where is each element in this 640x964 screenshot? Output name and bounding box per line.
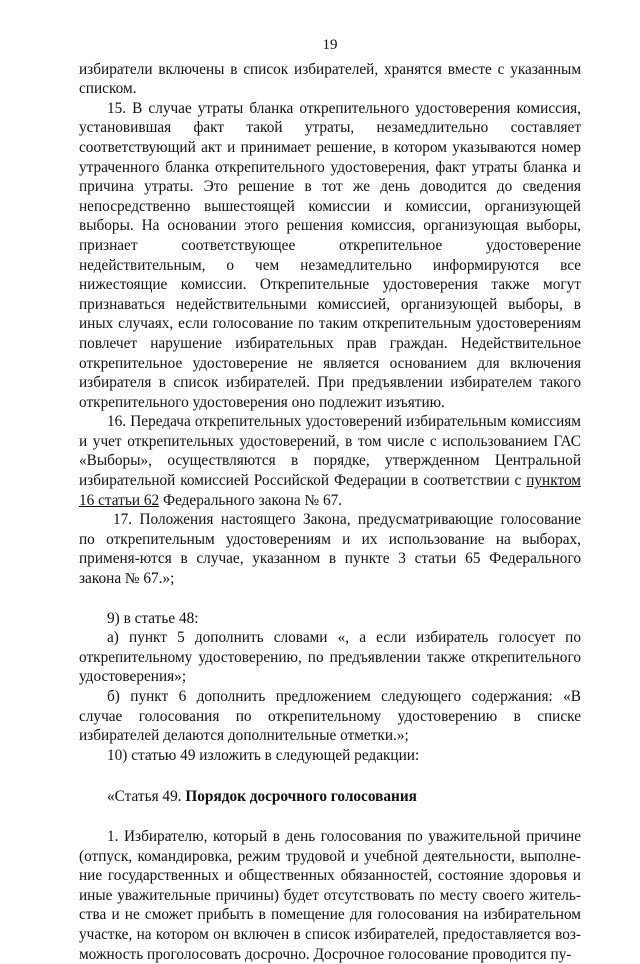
paragraph-17: 17. Положения настоящего Закона, предусматривающие голосование по открепительным удостоверениям и их использование на выборах, применя-ются в случае, указанном в пункте 3 статьи 65 Федерального закона № 67.»; xyxy=(79,511,581,588)
amendment-item-9a: а) пункт 5 дополнить словами «, а если избиратель голосует по открепительному удостоверению, по предъявлении также открепительного удостоверения»; xyxy=(79,629,581,686)
paragraph-16 xyxy=(79,412,581,510)
page-number: 19 xyxy=(322,37,338,53)
amendment-item-9b: б) пункт 6 дополнить предложением следующего содержания: «В случае голосования по открепительному удостоверению в списке избирателей делаются дополнительные отметки.»; xyxy=(79,688,581,745)
amendment-item-9: 9) в статье 48: xyxy=(107,609,199,627)
paragraph-16-tail: Федерального закона № 67. xyxy=(159,491,343,509)
article-heading-title: Порядок досрочного голосования xyxy=(185,788,417,806)
paragraph-continuation: избиратели включены в список избирателей, хранятся вместе с указанным списком. xyxy=(79,60,581,98)
article-heading-prefix: «Статья 49. xyxy=(107,788,186,806)
law-reference-link[interactable]: пунктом 16 статьи 62 xyxy=(79,472,581,509)
paragraph-15: 15. В случае утраты бланка открепительного удостоверения комиссия, установившая факт такой утраты, незамедлительно составляет соответствующий акт и принимает решение, в котором указываются номер утраченного бланка открепительного удостоверения, факт утраты бланка и причина утраты. Это решение в тот же день доводится до сведения непосредственно вышестоящей комиссии и комиссии, организующей выборы. На основании этого решения комиссия, организующая выборы, признает соответствующее открепительное удостоверение недействительным, о чем незамедлительно информируются все нижестоящие комиссии. Открепительные удостоверения также могут признаваться недействительными комиссией, организующей выборы, в иных случаях, если голосование по таким открепительным удостоверениям повлечет нарушение избирательных прав граждан. Недействительное открепительное удостоверение не является основанием для включения избирателя в список избирателей. При предъявлении избирателем такого открепительного удостоверения оно подлежит изъятию. xyxy=(79,99,581,411)
article-heading xyxy=(79,787,581,807)
article-49-paragraph-1: 1. Избирателю, который в день голосования по уважительной причине (отпуск, командировка, режим трудовой и учебной деятельности, выполне-ние государственных и общественных обязанностей, состояние здоровья и иные уважительные причины) будет отсутствовать по месту своего житель-ства и не сможет прибыть в помещение для голосования на избирательном участке, на котором он включен в список избирателей, предоставляется воз-можность проголосовать досрочно. Досрочное голосование проводится пу- xyxy=(79,827,581,963)
paragraph-16-text: 16. Передача открепительных удостоверений избирательным комиссиям и учет открепительных удостоверений, в том числе с использованием ГАС «Выборы», осуществляются в порядке, утвержденном Центральной избирательной комиссией Российской Федерации в соответствии с xyxy=(79,413,581,490)
amendment-item-10: 10) статью 49 изложить в следующей редакции: xyxy=(107,746,420,764)
document-page xyxy=(79,36,581,964)
